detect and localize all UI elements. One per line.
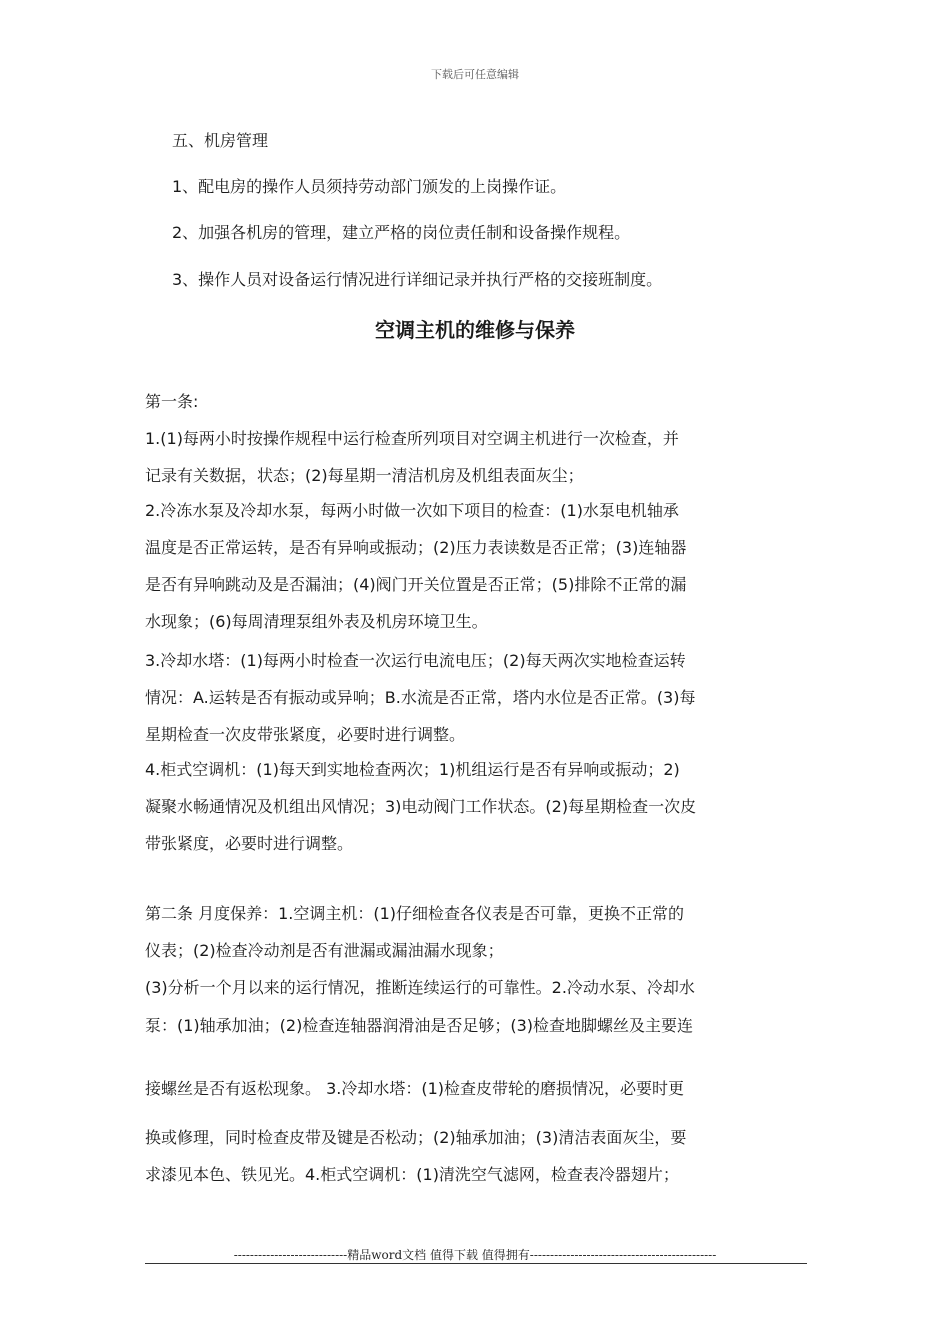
paragraph-line: 水现象；(6)每周清理泵组外表及机房环境卫生。 bbox=[145, 612, 488, 631]
paragraph-line: 是否有异响跳动及是否漏油；(4)阀门开关位置是否正常；(5)排除不正常的漏 bbox=[145, 575, 687, 594]
paragraph-line: 2.冷冻水泵及冷却水泵，每两小时做一次如下项目的检查：(1)水泵电机轴承 bbox=[145, 501, 679, 520]
paragraph-line: (3)分析一个月以来的运行情况，推断连续运行的可靠性。2.冷动水泵、冷却水 bbox=[145, 978, 695, 997]
document-title: 空调主机的维修与保养 bbox=[375, 318, 575, 342]
paragraph-line: 换或修理，同时检查皮带及键是否松动；(2)轴承加油；(3)清洁表面灰尘，要 bbox=[145, 1128, 687, 1147]
section-item: 3、操作人员对设备运行情况进行详细记录并执行严格的交接班制度。 bbox=[172, 270, 663, 289]
paragraph-line: 3.冷却水塔：(1)每两小时检查一次运行电流电压；(2)每天两次实地检查运转 bbox=[145, 651, 686, 670]
paragraph-line: 情况：A.运转是否有振动或异响；B.水流是否正常，塔内水位是否正常。(3)每 bbox=[145, 688, 696, 707]
paragraph-line: 接螺丝是否有返松现象。 3.冷却水塔：(1)检查皮带轮的磨损情况，必要时更 bbox=[145, 1079, 685, 1098]
section-item: 2、加强各机房的管理，建立严格的岗位责任制和设备操作规程。 bbox=[172, 223, 631, 242]
paragraph-line: 第二条 月度保养：1.空调主机：(1)仔细检查各仪表是否可靠，更换不正常的 bbox=[145, 904, 685, 923]
page-header: 下载后可任意编辑 bbox=[431, 68, 519, 81]
paragraph-line: 记录有关数据，状态；(2)每星期一清洁机房及机组表面灰尘； bbox=[145, 466, 584, 485]
paragraph-line: 1.(1)每两小时按操作规程中运行检查所列项目对空调主机进行一次检查，并 bbox=[145, 429, 679, 448]
paragraph-line: 泵：(1)轴承加油；(2)检查连轴器润滑油是否足够；(3)检查地脚螺丝及主要连 bbox=[145, 1016, 693, 1035]
paragraph-line: 第一条: bbox=[145, 392, 199, 411]
footer-rule bbox=[145, 1263, 807, 1264]
paragraph-line: 星期检查一次皮带张紧度，必要时进行调整。 bbox=[145, 725, 466, 744]
section-item: 1、配电房的操作人员须持劳动部门颁发的上岗操作证。 bbox=[172, 177, 567, 196]
section-heading: 五、机房管理 bbox=[172, 131, 269, 150]
paragraph-line: 4.柜式空调机：(1)每天到实地检查两次；1)机组运行是否有异响或振动；2) bbox=[145, 760, 680, 779]
page-footer: ----------------------------精品word文档 值得下载 值得拥有---------------------------------------------- bbox=[233, 1248, 717, 1262]
paragraph-line: 仪表；(2)检查冷动剂是否有泄漏或漏油漏水现象； bbox=[145, 941, 504, 960]
paragraph-line: 求漆见本色、铁见光。4.柜式空调机：(1)清洗空气滤网，检查表冷器翅片； bbox=[145, 1165, 679, 1184]
paragraph-line: 带张紧度，必要时进行调整。 bbox=[145, 834, 354, 853]
paragraph-line: 凝聚水畅通情况及机组出风情况；3)电动阀门工作状态。(2)每星期检查一次皮 bbox=[145, 797, 697, 816]
paragraph-line: 温度是否正常运转，是否有异响或振动；(2)压力表读数是否正常；(3)连轴器 bbox=[145, 538, 687, 557]
